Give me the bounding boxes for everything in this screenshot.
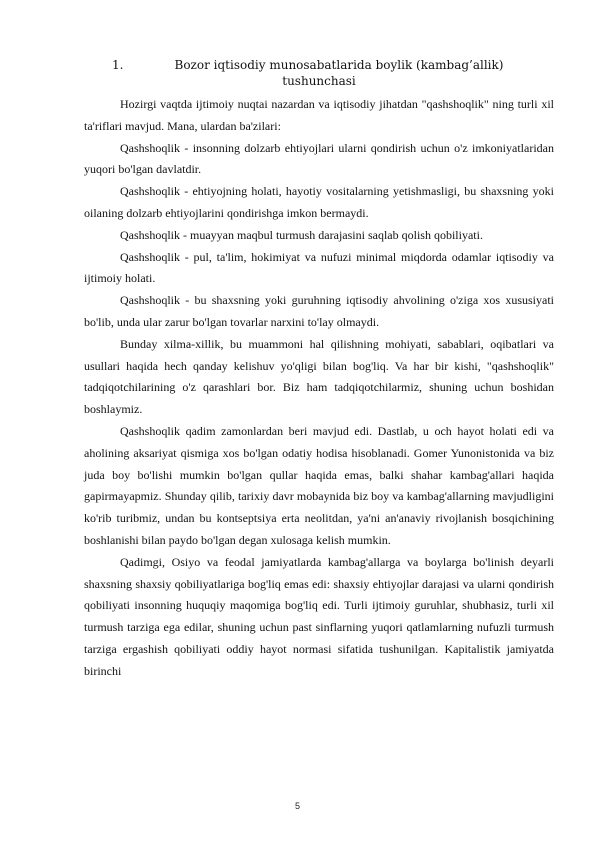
paragraph: Hozirgi vaqtda ijtimoiy nuqtai nazardan va iqtisodiy jihatdan "qashshoqlik" ning turli xil ta'riflari mavjud. Mana, ulardan ba'zilari:	[84, 97, 554, 133]
page-number: 5	[294, 801, 300, 811]
paragraph: Bunday xilma-xillik, bu muammoni hal qilishning mohiyati, sabablari, oqibatlari va usullari haqida hech qanday kelishuv yo'qligi bilan bog'liq. Va har bir kishi, "qashshoqlik" tadqiqotchilarining o'z qarashlari bor. Biz ham tadqiqotchilarmiz, shuning uchun boshidan boshlaymiz.	[84, 336, 554, 417]
section-heading	[84, 57, 554, 89]
paragraph: Qashshoqlik - bu shaxsning yoki guruhning iqtisodiy ahvolining o'ziga xos xususiyati bo'lib, unda ular zarur bo'lgan tovarlar narxini to'lay olmaydi.	[84, 293, 554, 329]
paragraph: Qadimgi, Osiyo va feodal jamiyatlarda kambag'allarga va boylarga bo'linish deyarli shaxsning shaxsiy qobiliyatlariga bog'liq emas edi: shaxsiy ehtiyojlar darajasi va ularni qondirish qobiliyati insonning huquqiy maqomiga bog'liq edi. Turli ijtimoiy guruhlar, shubhasiz, turli xil turmush tarziga ega edilar, shuning uchun past sinflarning yuqori qatlamlarning nufuzli turmush tarziga ergashish qobiliyati oddiy hayot normasi sifatida tushunilgan. Kapitalistik jamiyatda birinchi	[84, 554, 554, 678]
section-number: 1.	[112, 58, 124, 72]
paragraph: Qashshoqlik - ehtiyojning holati, hayotiy vositalarning yetishmasligi, bu shaxsning yoki oilaning dolzarb ehtiyojlarini qondirishga imkon bermaydi.	[84, 184, 554, 220]
paragraph: Qashshoqlik - muayyan maqbul turmush darajasini saqlab qolish qobiliyati.	[120, 227, 483, 242]
paragraph: Qashshoqlik qadim zamonlardan beri mavjud edi. Dastlab, u och hayot holati edi va aholining aksariyat qismiga xos bo'lgan odatiy hodisa hisoblanadi. Gomer Yunonistonida va biz juda boy bo'lishi mumkin bo'lgan qullar haqida emas, balki shahar kambag'allari haqida gapirmayapmiz. Shunday qilib, tarixiy davr mobaynida biz boy va kambag'allarning mavjudligini ko'rib turibmiz, undan bu kontseptsiya erta neolitdan, ya'ni an'anaviy rivojlanish bosqichining boshlanishi bilan paydo bo'lgan degan xulosaga kelish mumkin.	[84, 423, 554, 547]
paragraph: Qashshoqlik - pul, ta'lim, hokimiyat va nufuzi minimal miqdorda odamlar iqtisodiy va ijtimoiy holati.	[84, 249, 554, 286]
body-text	[84, 94, 554, 683]
paragraph: Qashshoqlik - insonning dolzarb ehtiyojlari ularni qondirish uchun o'z imkoniyatlaridan yuqori bo'lgan davlatdir.	[84, 140, 554, 177]
section-title-line-1: Bozor iqtisodiy munosabatlarida boylik (kambag’allik)	[174, 58, 504, 72]
section-title-line-2: tushunchasi	[282, 74, 356, 88]
